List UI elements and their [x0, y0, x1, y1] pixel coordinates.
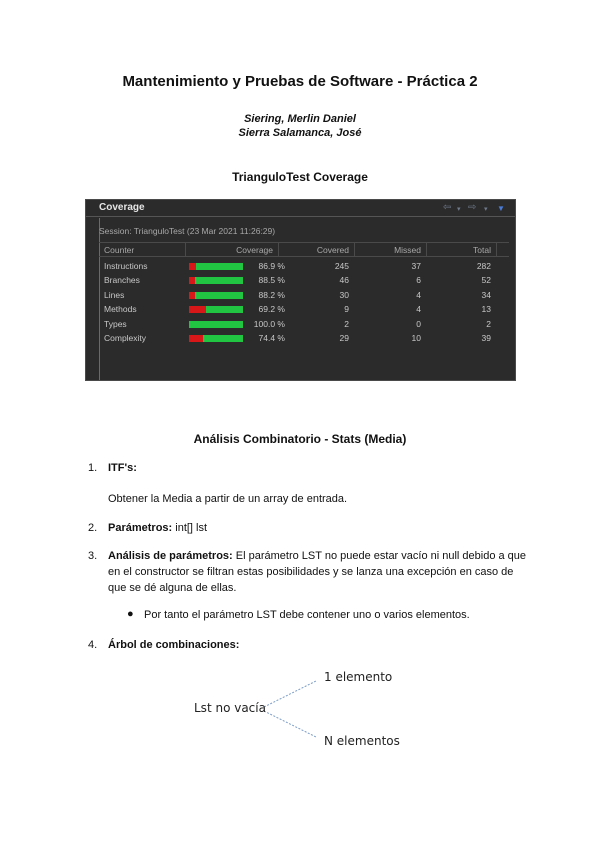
total-cell: 34	[481, 289, 491, 300]
section-4-label: Árbol de combinaciones:	[108, 639, 240, 651]
section-3-label: Análisis de parámetros:	[108, 550, 233, 562]
author-2: Sierra Salamanca, José	[238, 127, 362, 139]
view-menu-icon[interactable]: ▼	[497, 204, 505, 213]
covered-cell: 245	[334, 261, 349, 271]
total-cell: 282	[476, 261, 491, 271]
tree-root: Lst no vacía	[194, 701, 266, 715]
missed-cell: 0	[416, 318, 421, 329]
section-1-text: Obtener la Media a partir de un array de entrada.	[108, 493, 348, 505]
covered-cell: 46	[339, 275, 349, 286]
missed-cell: 4	[416, 289, 421, 300]
total-cell: 2	[486, 318, 491, 329]
tree-edge-top	[264, 681, 316, 707]
missed-cell: 6	[416, 275, 421, 286]
total-cell: 52	[481, 275, 491, 286]
section-number: 1.	[88, 462, 98, 474]
section-1-label: ITF's:	[108, 462, 137, 474]
coverage-cell: 69.2 %	[258, 304, 285, 315]
counter-cell: Lines	[104, 289, 125, 300]
counter-cell: Types	[104, 318, 127, 329]
section-number: 2.	[88, 522, 98, 534]
tree-edge-bottom	[264, 711, 316, 737]
back-arrow-icon[interactable]: ⇦	[443, 202, 452, 213]
section-2-value: int[] lst	[172, 522, 208, 534]
section-number: 4.	[88, 639, 98, 651]
col-counter[interactable]: Counter	[104, 245, 135, 255]
session-label: Session: TrianguloTest (23 Mar 2021 11:26:29)	[99, 226, 276, 236]
missed-cell: 4	[416, 304, 421, 315]
coverage-cell: 100.0 %	[253, 318, 285, 329]
section-number: 3.	[88, 550, 98, 562]
col-coverage[interactable]: Coverage	[236, 245, 273, 255]
counter-cell: Complexity	[104, 333, 147, 343]
counter-cell: Methods	[104, 304, 137, 315]
coverage-cell: 86.9 %	[258, 261, 285, 271]
back-dropdown-icon[interactable]: ▾	[457, 206, 461, 213]
coverage-cell: 88.2 %	[258, 289, 285, 300]
coverage-tab[interactable]: Coverage	[99, 202, 145, 213]
col-covered[interactable]: Covered	[316, 245, 349, 255]
col-missed[interactable]: Missed	[394, 245, 421, 255]
counter-cell: Branches	[104, 275, 140, 286]
missed-cell: 10	[411, 333, 421, 343]
covered-cell: 29	[339, 333, 349, 343]
covered-cell: 2	[344, 318, 349, 329]
covered-cell: 9	[344, 304, 349, 315]
coverage-heading: TrianguloTest Coverage	[232, 170, 368, 184]
page-title: Mantenimiento y Pruebas de Software - Práctica 2	[122, 73, 478, 90]
covered-cell: 30	[339, 289, 349, 300]
col-total[interactable]: Total	[473, 245, 491, 255]
tree-leaf-bottom: N elementos	[324, 734, 400, 748]
analysis-heading: Análisis Combinatorio - Stats (Media)	[193, 432, 407, 446]
author-1: Siering, Merlin Daniel	[244, 113, 356, 125]
forward-arrow-icon[interactable]: ⇨	[468, 202, 477, 213]
bullet-dot: ●	[127, 608, 134, 620]
menu-dropdown-icon[interactable]: ▾	[484, 206, 488, 213]
section-3-bullet: Por tanto el parámetro LST debe contener uno o varios elementos.	[144, 609, 470, 621]
section-2-label: Parámetros:	[108, 522, 173, 534]
coverage-cell: 88.5 %	[258, 275, 285, 286]
total-cell: 39	[481, 333, 491, 343]
section-3-body: El parámetro LST no puede estar vacío ni null debido a que en el constructor se filtran estas posibilidades y se lanza una excepción en caso de que se dé alguna de ellas.	[108, 550, 527, 594]
missed-cell: 37	[411, 261, 421, 271]
coverage-cell: 74.4 %	[258, 333, 285, 343]
total-cell: 13	[481, 304, 491, 315]
tree-leaf-top: 1 elemento	[324, 670, 393, 684]
counter-cell: Instructions	[104, 261, 148, 271]
